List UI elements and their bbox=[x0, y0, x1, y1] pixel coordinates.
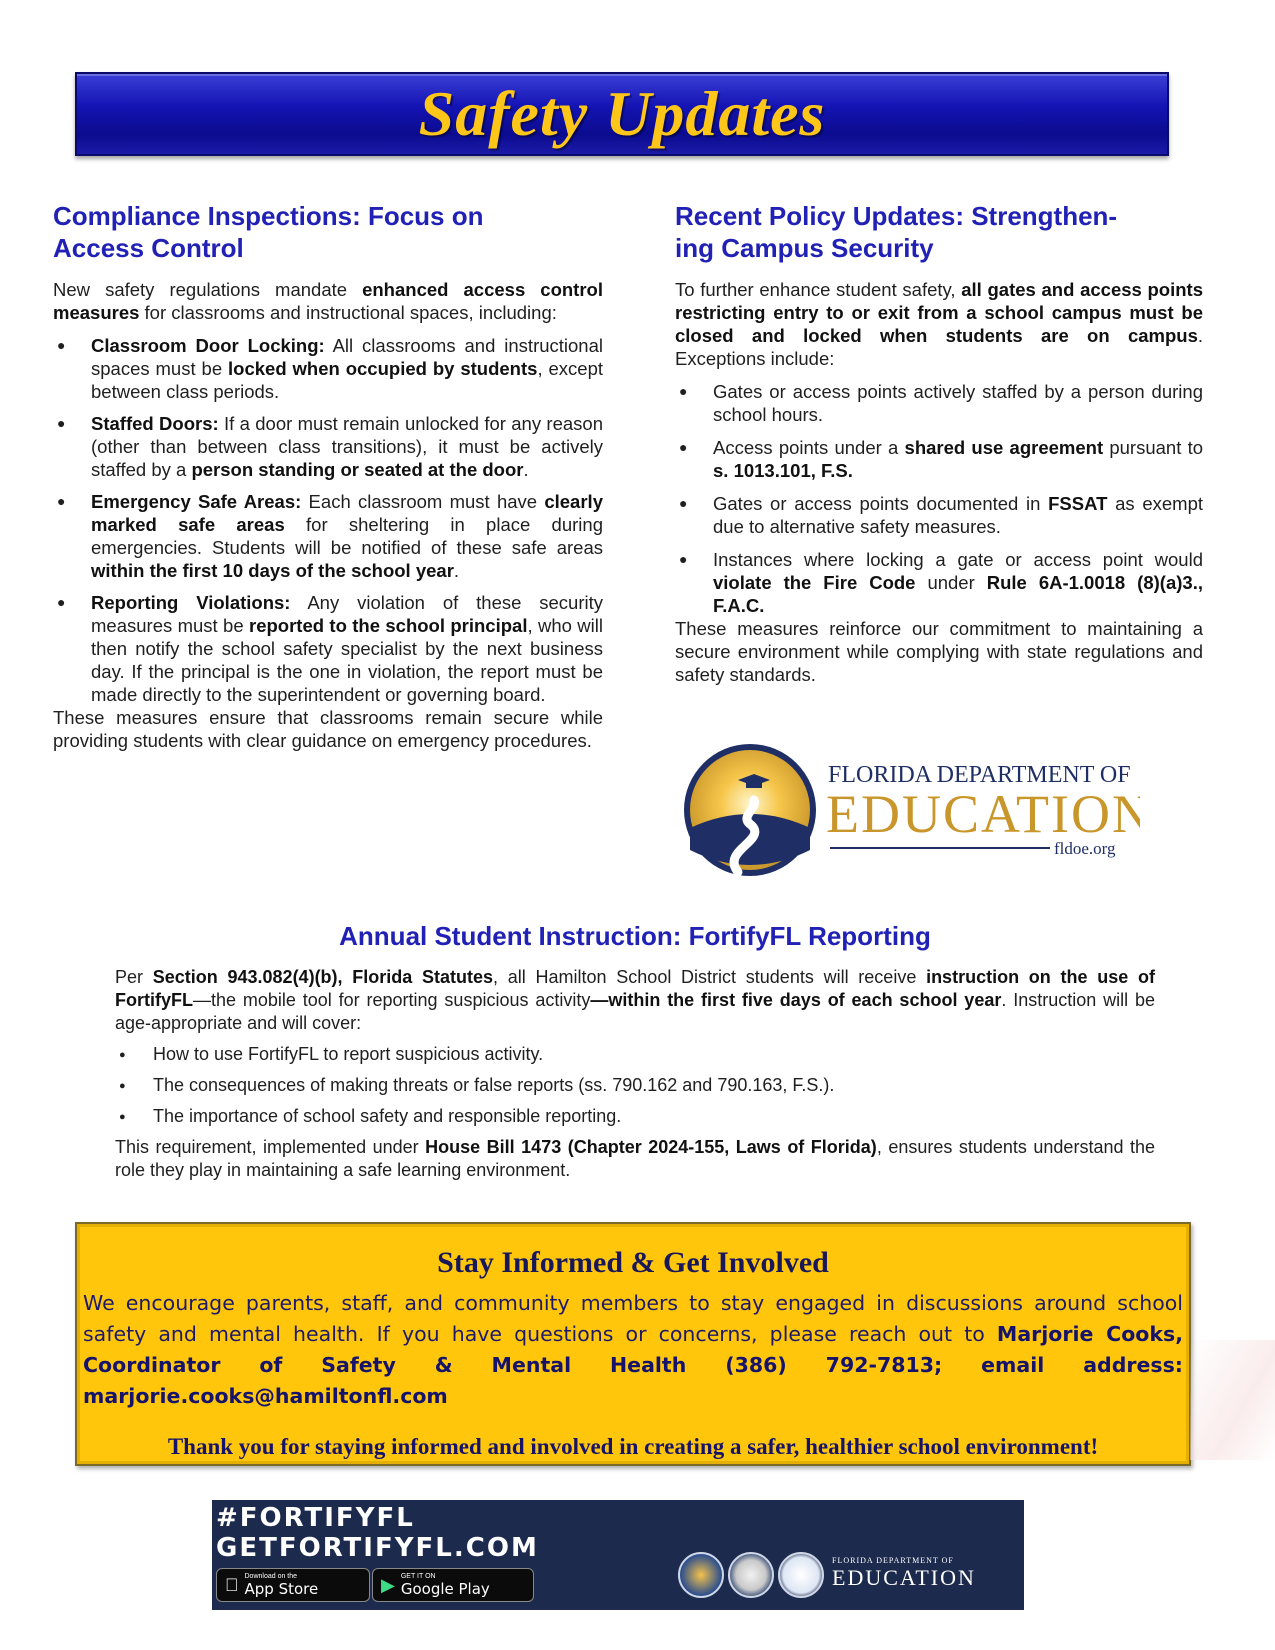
app-store-badge[interactable] bbox=[216, 1568, 370, 1602]
fldoe-logo bbox=[680, 740, 1140, 880]
seal-icon bbox=[678, 1552, 724, 1598]
fortifyfl-url[interactable]: GETFORTIFYFL.COM bbox=[216, 1533, 539, 1563]
policy-heading-line1: Recent Policy Updates: Strengthen- bbox=[675, 201, 1118, 231]
compliance-section bbox=[53, 200, 603, 752]
compliance-intro bbox=[53, 278, 603, 324]
google-play-label: Google Play bbox=[400, 1580, 490, 1598]
item-title: Classroom Door Locking: bbox=[91, 335, 325, 356]
text: , all Hamilton School District students will receive bbox=[493, 967, 927, 987]
list-item bbox=[53, 334, 603, 403]
list-item: ● The consequences of making threats or false reports (ss. 790.162 and 790.163, F.S.). bbox=[115, 1074, 1155, 1097]
logo-line2: EDUCATION bbox=[826, 784, 1140, 844]
text: New safety regulations mandate bbox=[53, 279, 363, 300]
list-item: ● The importance of school safety and responsible reporting. bbox=[115, 1105, 1155, 1128]
app-store-label: App Store bbox=[231, 1580, 305, 1598]
text: Each classroom must have bbox=[301, 491, 545, 512]
bold-text: reported to the school principal bbox=[249, 615, 528, 636]
logo-url: fldoe.org bbox=[1054, 839, 1116, 858]
thank-you-line: Thank you for staying informed and involved in creating a safer, healthier school environment! bbox=[167, 1434, 1099, 1459]
policy-heading bbox=[675, 200, 1203, 264]
compliance-heading-line2: Access Control bbox=[53, 233, 244, 263]
policy-section bbox=[675, 200, 1203, 686]
list-item bbox=[675, 380, 1203, 426]
text: , ensures students understand the role they play in maintaining a safe learning environment. bbox=[115, 1137, 1155, 1180]
apple-icon bbox=[225, 1575, 239, 1596]
contact-info: Marjorie Cooks, Coordinator of Safety & Mental Health (386) 792-7813; email address: marjorie.cooks@hamiltonfl.com bbox=[83, 1322, 1183, 1408]
bold-text: Section 943.082(4)(b), Florida Statutes bbox=[152, 967, 494, 987]
text: under bbox=[915, 572, 987, 593]
bold-text: violate the Fire Code bbox=[713, 572, 916, 593]
fortifyfl-heading: Annual Student Instruction: FortifyFL Reporting bbox=[339, 921, 931, 951]
play-icon: ▶ bbox=[381, 1574, 395, 1595]
list-item bbox=[675, 492, 1203, 538]
compliance-closing: These measures ensure that classrooms remain secure while providing students with clear guidance on emergency procedures. bbox=[53, 707, 603, 751]
bold-text: within the first 10 days of the school year bbox=[91, 560, 454, 581]
text: This requirement, implemented under bbox=[115, 1137, 426, 1157]
fortify-doe-line1: FLORIDA DEPARTMENT OF bbox=[832, 1556, 954, 1565]
text: . bbox=[523, 459, 529, 480]
text: Any violation of these security measures must be bbox=[91, 592, 604, 636]
stay-informed-box bbox=[75, 1222, 1191, 1466]
text: We encourage parents, staff, and community members to stay engaged in discussions around school safety and mental health. If you have questions or concerns, please reach out to bbox=[83, 1291, 1183, 1346]
text: Instances where locking a gate or access point would bbox=[713, 549, 1203, 570]
text: . Exceptions include: bbox=[675, 325, 1203, 369]
fortify-doe-line2: EDUCATION bbox=[832, 1565, 976, 1590]
fortifyfl-closing bbox=[115, 1136, 1155, 1182]
text: for sheltering in place during emergencies. Students will be notified of these safe areas bbox=[91, 514, 603, 558]
text: To further enhance student safety, bbox=[675, 279, 962, 300]
google-play-badge[interactable] bbox=[372, 1568, 534, 1602]
text: —the mobile tool for reporting suspicious activity bbox=[193, 990, 591, 1010]
fortifyfl-section bbox=[115, 920, 1155, 1182]
list-item bbox=[53, 591, 603, 706]
bold-text: person standing or seated at the door bbox=[191, 459, 524, 480]
bold-text: s. 1013.101, F.S. bbox=[713, 460, 853, 481]
text: All classrooms and instructional spaces must be bbox=[91, 335, 603, 379]
seal-icon bbox=[728, 1552, 774, 1598]
item-title: Emergency Safe Areas: bbox=[91, 491, 302, 512]
fldoe-logo-graphic bbox=[680, 740, 1140, 880]
item-title: Staffed Doors: bbox=[91, 413, 219, 434]
list-item bbox=[53, 490, 603, 582]
list-item bbox=[675, 548, 1203, 617]
bold-text: clearly marked safe areas bbox=[91, 491, 603, 535]
bold-text: shared use agreement bbox=[904, 437, 1104, 458]
page-title: Safety Updates bbox=[418, 78, 826, 149]
text: . Instruction will be age-appropriate and will cover: bbox=[115, 990, 1155, 1033]
bold-text: House Bill 1473 (Chapter 2024-155, Laws of Florida) bbox=[425, 1137, 877, 1157]
fortify-doe-logo bbox=[832, 1556, 976, 1591]
fortifyfl-list bbox=[115, 1043, 1155, 1128]
list-item bbox=[53, 412, 603, 481]
policy-list bbox=[675, 380, 1203, 617]
bold-text: —within the first five days of each school year bbox=[590, 990, 1002, 1010]
text: Per bbox=[115, 967, 153, 987]
compliance-heading-line1: Compliance Inspections: Focus on bbox=[53, 201, 484, 231]
text: , except between class periods. bbox=[91, 358, 603, 402]
text: Gates or access points documented in bbox=[713, 493, 1049, 514]
text: as exempt due to alternative safety measures. bbox=[713, 493, 1203, 537]
text: , who will then notify the school safety specialist by the next business day. If the principal is the one in violation, the report must be made directly to the superintendent or governing board. bbox=[91, 615, 603, 705]
title-banner bbox=[75, 72, 1169, 156]
bold-text: Rule 6A-1.0018 (8)(a)3., F.A.C. bbox=[713, 572, 1203, 616]
stay-informed-heading: Stay Informed & Get Involved bbox=[437, 1246, 829, 1279]
compliance-heading bbox=[53, 200, 603, 264]
bold-text: locked when occupied by students bbox=[228, 358, 538, 379]
fortifyfl-intro bbox=[115, 966, 1155, 1035]
text: Access points under a bbox=[713, 437, 905, 458]
policy-intro bbox=[675, 278, 1203, 370]
bold-text: all gates and access points restricting entry to or exit from a school campus must be closed and locked when students are on campus bbox=[675, 279, 1203, 346]
decorative-shape bbox=[1190, 1340, 1275, 1460]
text: pursuant to bbox=[1103, 437, 1203, 458]
policy-closing: These measures reinforce our commitment to maintaining a secure environment while complying with state regulations and safety standards. bbox=[675, 618, 1203, 685]
item-title: Reporting Violations: bbox=[91, 592, 291, 613]
compliance-list bbox=[53, 334, 603, 706]
google-play-small-text: GET IT ON bbox=[400, 1573, 436, 1580]
list-item bbox=[675, 436, 1203, 482]
bold-text: instruction on the use of FortifyFL bbox=[115, 967, 1155, 1010]
bold-text: FSSAT bbox=[1048, 493, 1108, 514]
bold-text: enhanced access control measures bbox=[53, 279, 603, 323]
text: Gates or access points actively staffed by a person during school hours. bbox=[713, 381, 1203, 425]
text: . bbox=[453, 560, 460, 581]
policy-heading-line2: ing Campus Security bbox=[675, 233, 934, 263]
text: for classrooms and instructional spaces, including: bbox=[139, 302, 557, 323]
fldoe-seal-icon bbox=[778, 1552, 824, 1598]
fortifyfl-hashtag: #FORTIFYFL bbox=[216, 1503, 415, 1533]
list-item: ● How to use FortifyFL to report suspicious activity. bbox=[115, 1043, 1155, 1066]
app-store-small-text: Download on the bbox=[231, 1573, 284, 1580]
text: If a door must remain unlocked for any reason (other than between class transitions), it must be actively staffed by a bbox=[91, 413, 603, 480]
logo-line1: FLORIDA DEPARTMENT OF bbox=[828, 762, 1131, 788]
stay-informed-body bbox=[83, 1288, 1183, 1412]
fortifyfl-banner bbox=[212, 1500, 1024, 1610]
